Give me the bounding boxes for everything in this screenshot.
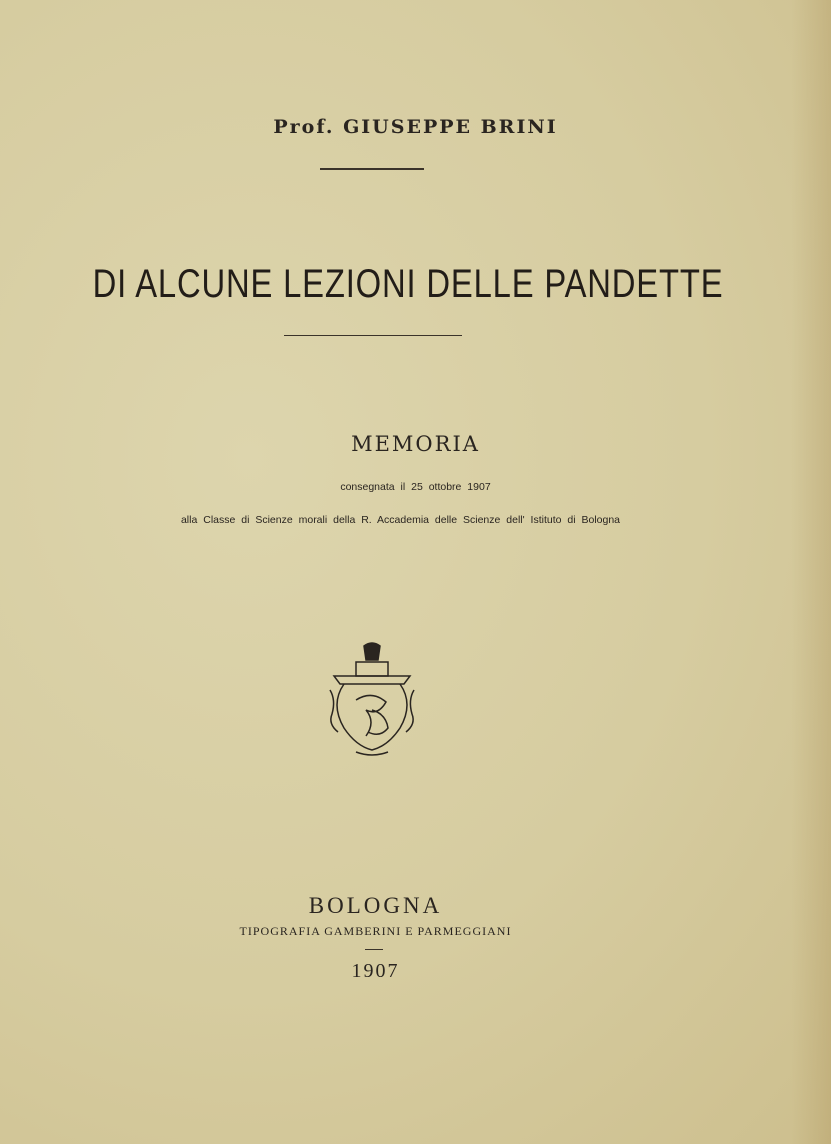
page-title: DI ALCUNE LEZIONI DELLE PANDETTE: [92, 262, 724, 306]
divider: [284, 335, 462, 336]
divider: [365, 949, 383, 950]
printer-emblem-icon: [326, 640, 418, 758]
publication-place: BOLOGNA: [308, 893, 443, 918]
delivery-note: consegnata il 25 ottobre 1907: [340, 481, 491, 493]
addressee: alla Classe di Scienze morali della R. Accademia delle Scienze dell' Istituto di Bologna: [180, 514, 621, 526]
subtitle: MEMORIA: [351, 432, 480, 456]
page-edge-shadow: [791, 0, 831, 1144]
publication-year: 1907: [351, 960, 400, 982]
divider: [320, 168, 424, 170]
publisher: TIPOGRAFIA GAMBERINI E PARMEGGIANI: [239, 924, 512, 938]
author: Prof. GIUSEPPE BRINI: [273, 116, 558, 138]
